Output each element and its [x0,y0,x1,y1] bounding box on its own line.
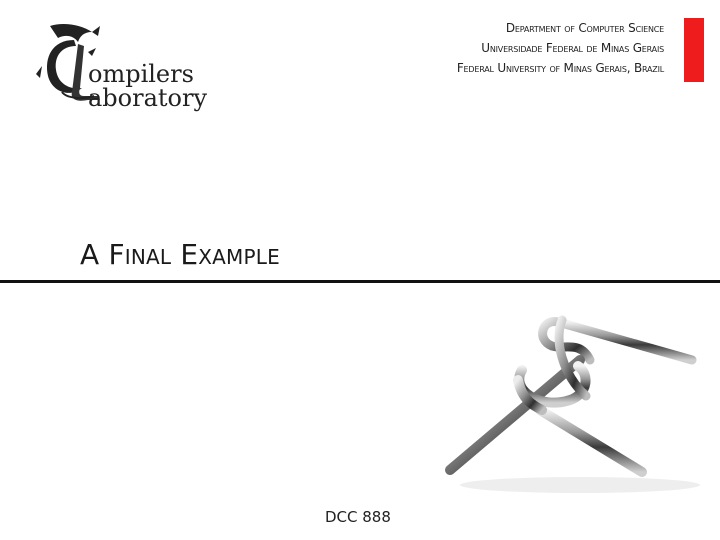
slide-title: A Final Example [80,238,280,271]
title-divider [0,280,720,283]
department-header [457,18,664,78]
university-english-line: Federal University of Minas Gerais, Brazil [456,61,664,75]
logo-text-compilers: ompilers [88,60,194,88]
course-code: DCC 888 [325,508,391,526]
linked-pins-icon [430,300,720,500]
department-line: Department of Computer Science [505,21,664,35]
logo-text-laboratory: aboratory [88,84,208,112]
compilers-lab-logo [22,22,208,112]
accent-bar [684,18,704,82]
university-line: Universidade Federal de Minas Gerais [481,41,664,55]
linked-pins-illustration [430,300,720,500]
